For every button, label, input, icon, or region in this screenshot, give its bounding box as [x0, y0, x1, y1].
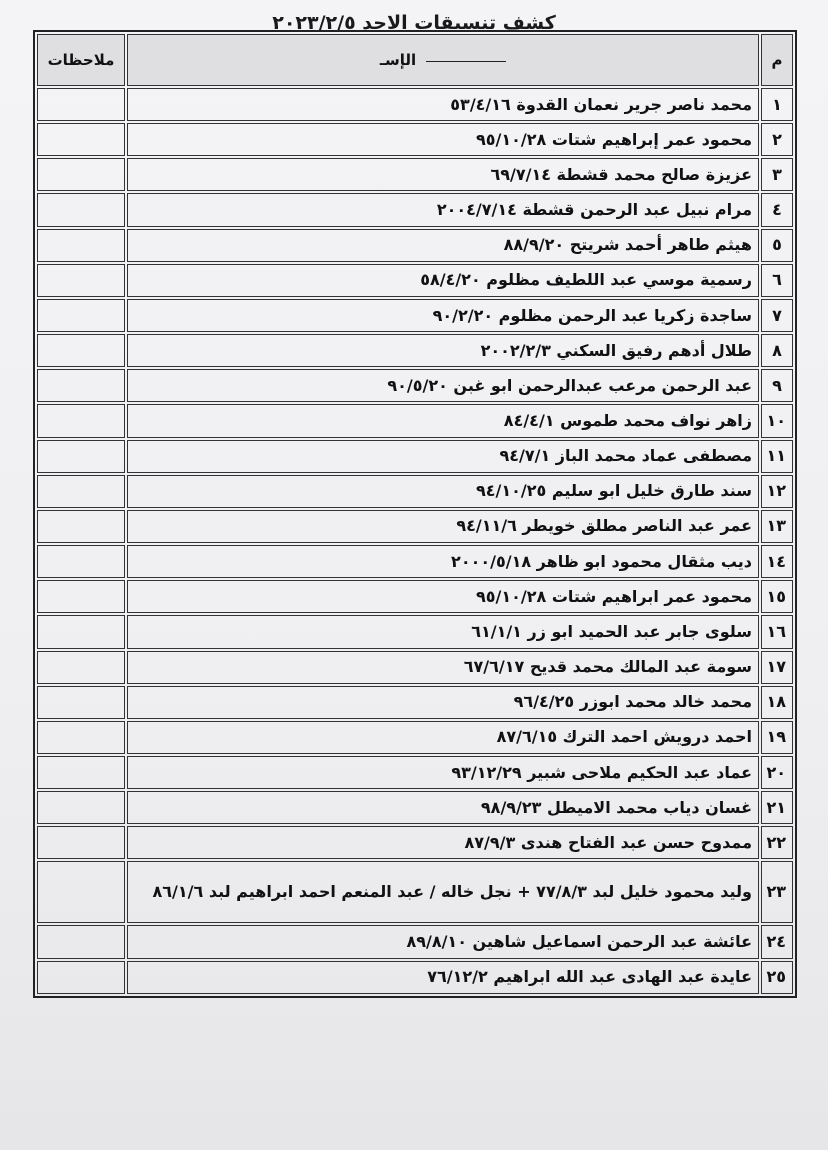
row-number: ٢٥: [761, 961, 793, 994]
row-notes: [37, 756, 125, 789]
row-notes: [37, 88, 125, 121]
table-header-row: [37, 34, 793, 86]
table-row: [37, 721, 793, 754]
table-row: [37, 756, 793, 789]
table-row: [37, 615, 793, 648]
row-name: ساجدة زكريا عبد الرحمن مظلوم ٩٠/٢/٢٠: [127, 299, 759, 332]
row-number: ٢٠: [761, 756, 793, 789]
row-number: ١٢: [761, 475, 793, 508]
row-number: ١١: [761, 440, 793, 473]
table-row: [37, 580, 793, 613]
row-name: عزيزة صالح محمد قشطة ٦٩/٧/١٤: [127, 158, 759, 191]
row-name: احمد درويش احمد الترك ٨٧/٦/١٥: [127, 721, 759, 754]
row-name: سند طارق خليل ابو سليم ٩٤/١٠/٢٥: [127, 475, 759, 508]
row-number: ٢٢: [761, 826, 793, 859]
row-notes: [37, 158, 125, 191]
row-name: رسمية موسي عبد اللطيف مظلوم ٥٨/٤/٢٠: [127, 264, 759, 297]
row-name: عماد عبد الحكيم ملاحى شبير ٩٣/١٢/٢٩: [127, 756, 759, 789]
row-name: زاهر نواف محمد طموس ٨٤/٤/١: [127, 404, 759, 437]
row-notes: [37, 510, 125, 543]
row-number: ١٣: [761, 510, 793, 543]
names-table: [35, 32, 795, 996]
table-row: [37, 123, 793, 156]
row-number: ١٨: [761, 686, 793, 719]
row-name: محمد ناصر جرير نعمان القدوة ٥٣/٤/١٦: [127, 88, 759, 121]
row-notes: [37, 193, 125, 226]
row-notes: [37, 123, 125, 156]
row-name: محمود عمر إبراهيم شتات ٩٥/١٠/٢٨: [127, 123, 759, 156]
row-name: عائشة عبد الرحمن اسماعيل شاهين ٨٩/٨/١٠: [127, 925, 759, 958]
row-name: عايدة عبد الهادى عبد الله ابراهيم ٧٦/١٢/٢: [127, 961, 759, 994]
row-number: ٢: [761, 123, 793, 156]
header-name: [127, 34, 759, 86]
table-row: [37, 861, 793, 923]
row-notes: [37, 264, 125, 297]
table-row: [37, 686, 793, 719]
row-number: ٦: [761, 264, 793, 297]
row-number: ١٩: [761, 721, 793, 754]
row-number: ٢٤: [761, 925, 793, 958]
row-name: ممدوح حسن عبد الفتاح هندى ٨٧/٩/٣: [127, 826, 759, 859]
row-number: ٨: [761, 334, 793, 367]
row-number: ١٦: [761, 615, 793, 648]
header-name-label: الإسـ: [380, 49, 506, 71]
table-row: [37, 299, 793, 332]
row-number: ١٤: [761, 545, 793, 578]
row-notes: [37, 229, 125, 262]
table-row: [37, 510, 793, 543]
table-row: [37, 88, 793, 121]
row-number: ٢١: [761, 791, 793, 824]
row-name: غسان دياب محمد الاميطل ٩٨/٩/٢٣: [127, 791, 759, 824]
row-name: سومة عبد المالك محمد قديح ٦٧/٦/١٧: [127, 651, 759, 684]
row-notes: [37, 615, 125, 648]
row-name: عمر عبد الناصر مطلق خويطر ٩٤/١١/٦: [127, 510, 759, 543]
row-name: هيثم طاهر أحمد شريتح ٨٨/٩/٢٠: [127, 229, 759, 262]
table-row: [37, 826, 793, 859]
row-notes: [37, 861, 125, 923]
table-row: [37, 369, 793, 402]
row-notes: [37, 826, 125, 859]
table-row: [37, 158, 793, 191]
row-notes: [37, 545, 125, 578]
row-number: ١٥: [761, 580, 793, 613]
row-notes: [37, 440, 125, 473]
row-notes: [37, 791, 125, 824]
row-number: ١: [761, 88, 793, 121]
table-row: [37, 229, 793, 262]
row-name: مرام نبيل عبد الرحمن قشطة ٢٠٠٤/٧/١٤: [127, 193, 759, 226]
document-title: كشف تنسيقات الاحد ٢٠٢٣/٢/٥: [272, 12, 556, 34]
row-notes: [37, 475, 125, 508]
names-table-frame: [33, 30, 797, 998]
table-row: [37, 961, 793, 994]
table-row: [37, 651, 793, 684]
row-name: مصطفى عماد محمد الباز ٩٤/٧/١: [127, 440, 759, 473]
row-notes: [37, 404, 125, 437]
row-notes: [37, 334, 125, 367]
row-name: وليد محمود خليل لبد ٧٧/٨/٣ + نجل خاله / عبد المنعم احمد ابراهيم لبد ٨٦/١/٦: [127, 861, 759, 923]
row-number: ٣: [761, 158, 793, 191]
row-name: محمود عمر ابراهيم شتات ٩٥/١٠/٢٨: [127, 580, 759, 613]
row-notes: [37, 299, 125, 332]
row-number: ١٠: [761, 404, 793, 437]
row-number: ١٧: [761, 651, 793, 684]
row-notes: [37, 686, 125, 719]
table-row: [37, 440, 793, 473]
row-name: ديب مثقال محمود ابو ظاهر ٢٠٠٠/٥/١٨: [127, 545, 759, 578]
row-number: ٩: [761, 369, 793, 402]
row-name: عبد الرحمن مرعب عبدالرحمن ابو غبن ٩٠/٥/٢٠: [127, 369, 759, 402]
table-row: [37, 791, 793, 824]
row-notes: [37, 651, 125, 684]
table-row: [37, 404, 793, 437]
row-notes: [37, 580, 125, 613]
row-name: محمد خالد محمد ابوزر ٩٦/٤/٢٥: [127, 686, 759, 719]
row-number: ٧: [761, 299, 793, 332]
table-row: [37, 264, 793, 297]
row-number: ٢٣: [761, 861, 793, 923]
table-row: [37, 193, 793, 226]
table-row: [37, 545, 793, 578]
row-notes: [37, 961, 125, 994]
table-row: [37, 475, 793, 508]
row-number: ٤: [761, 193, 793, 226]
row-notes: [37, 925, 125, 958]
header-notes: ملاحظات: [37, 34, 125, 86]
row-name: طلال أدهم رفيق السكني ٢٠٠٢/٢/٣: [127, 334, 759, 367]
row-number: ٥: [761, 229, 793, 262]
table-row: [37, 334, 793, 367]
row-notes: [37, 721, 125, 754]
table-row: [37, 925, 793, 958]
header-number: م: [761, 34, 793, 86]
row-name: سلوى جابر عبد الحميد ابو زر ٦١/١/١: [127, 615, 759, 648]
row-notes: [37, 369, 125, 402]
